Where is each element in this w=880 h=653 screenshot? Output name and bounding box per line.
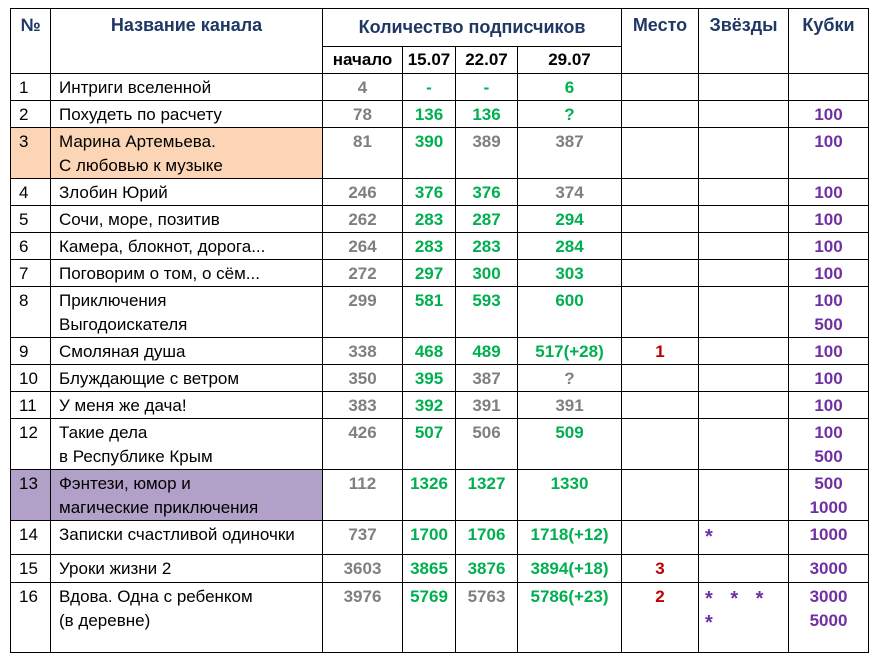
stars-cell bbox=[699, 233, 789, 260]
channel-name-line: Сочи, море, позитив bbox=[59, 210, 220, 229]
table-body bbox=[11, 74, 869, 653]
cup-value: 100 bbox=[814, 396, 843, 415]
subscriber-count: 1718(+12) bbox=[518, 521, 622, 555]
subscriber-count: 303 bbox=[518, 260, 622, 287]
subscriber-count: 389 bbox=[456, 128, 518, 179]
subscriber-count: 300 bbox=[456, 260, 518, 287]
channel-name bbox=[51, 419, 323, 470]
cup-value: 100 bbox=[814, 423, 843, 442]
table-row bbox=[11, 233, 869, 260]
cups-cell bbox=[789, 74, 869, 101]
channel-name-line: Уроки жизни 2 bbox=[59, 559, 172, 578]
place-cell bbox=[622, 260, 699, 287]
subscriber-count: 3976 bbox=[323, 583, 403, 653]
subscriber-count: 383 bbox=[323, 392, 403, 419]
subscriber-count: 387 bbox=[518, 128, 622, 179]
table-row bbox=[11, 338, 869, 365]
cup-value: 100 bbox=[814, 369, 843, 388]
row-number: 3 bbox=[11, 128, 51, 179]
cup-value: 500 bbox=[814, 315, 843, 334]
place-cell bbox=[622, 233, 699, 260]
place-cell bbox=[622, 179, 699, 206]
place-cell: 1 bbox=[622, 338, 699, 365]
stars-cell bbox=[699, 392, 789, 419]
subscriber-count: 387 bbox=[456, 365, 518, 392]
row-number: 12 bbox=[11, 419, 51, 470]
place-cell: 3 bbox=[622, 555, 699, 583]
subscriber-count: 246 bbox=[323, 179, 403, 206]
star-icon: * * * bbox=[705, 588, 770, 610]
cup-value: 100 bbox=[814, 342, 843, 361]
subscriber-count: 78 bbox=[323, 101, 403, 128]
stars-cell bbox=[699, 260, 789, 287]
stars-cell bbox=[699, 365, 789, 392]
cups-cell bbox=[789, 287, 869, 338]
cups-cell bbox=[789, 128, 869, 179]
subscriber-count: 509 bbox=[518, 419, 622, 470]
stars-cell bbox=[699, 470, 789, 521]
cup-value: 500 bbox=[814, 474, 843, 493]
cup-value: 3000 bbox=[809, 587, 848, 606]
subscriber-count: 517(+28) bbox=[518, 338, 622, 365]
cup-value: 1000 bbox=[809, 525, 848, 544]
cups-cell bbox=[789, 101, 869, 128]
subscriber-count: 262 bbox=[323, 206, 403, 233]
channel-name bbox=[51, 470, 323, 521]
subscriber-count: 283 bbox=[403, 233, 456, 260]
subscriber-count: 6 bbox=[518, 74, 622, 101]
channel-name bbox=[51, 260, 323, 287]
subscriber-count: ? bbox=[518, 365, 622, 392]
table-row bbox=[11, 260, 869, 287]
subscriber-count: 299 bbox=[323, 287, 403, 338]
stars-cell bbox=[699, 179, 789, 206]
subheader-start: начало bbox=[323, 47, 403, 74]
place-cell bbox=[622, 206, 699, 233]
channel-name-line: С любовью к музыке bbox=[59, 156, 223, 175]
subscriber-count: 3865 bbox=[403, 555, 456, 583]
channel-name bbox=[51, 179, 323, 206]
table-row bbox=[11, 392, 869, 419]
row-number: 7 bbox=[11, 260, 51, 287]
star-icon: * bbox=[705, 612, 719, 634]
subscriber-count: 136 bbox=[456, 101, 518, 128]
header-subscribers: Количество подписчиков bbox=[323, 9, 622, 47]
row-number: 8 bbox=[11, 287, 51, 338]
table-row bbox=[11, 179, 869, 206]
channel-name-line: Поговорим о том, о сём... bbox=[59, 264, 260, 283]
cups-cell bbox=[789, 419, 869, 470]
stars-cell bbox=[699, 583, 789, 653]
place-cell bbox=[622, 101, 699, 128]
row-number: 11 bbox=[11, 392, 51, 419]
subscriber-count: 3894(+18) bbox=[518, 555, 622, 583]
table-row bbox=[11, 128, 869, 179]
subscriber-count: 392 bbox=[403, 392, 456, 419]
subscriber-count: 1330 bbox=[518, 470, 622, 521]
cup-value: 100 bbox=[814, 183, 843, 202]
cups-cell bbox=[789, 179, 869, 206]
subscriber-count: 426 bbox=[323, 419, 403, 470]
cups-cell bbox=[789, 260, 869, 287]
place-cell bbox=[622, 521, 699, 555]
subscriber-count: 395 bbox=[403, 365, 456, 392]
subscriber-count: 350 bbox=[323, 365, 403, 392]
channel-name bbox=[51, 287, 323, 338]
subscriber-count: 593 bbox=[456, 287, 518, 338]
table-row bbox=[11, 101, 869, 128]
subscriber-count: 294 bbox=[518, 206, 622, 233]
cups-cell bbox=[789, 206, 869, 233]
subscriber-count: 1700 bbox=[403, 521, 456, 555]
cup-value: 100 bbox=[814, 105, 843, 124]
cups-cell bbox=[789, 338, 869, 365]
cups-cell bbox=[789, 555, 869, 583]
subscriber-count: 376 bbox=[456, 179, 518, 206]
stars-cell bbox=[699, 206, 789, 233]
stars-cell bbox=[699, 74, 789, 101]
stars-cell bbox=[699, 287, 789, 338]
header-channel-name: Название канала bbox=[51, 9, 323, 74]
subscriber-count: 1706 bbox=[456, 521, 518, 555]
channel-name-line: Приключения bbox=[59, 291, 167, 310]
cup-value: 5000 bbox=[809, 611, 848, 630]
channel-name bbox=[51, 365, 323, 392]
subscriber-count: 264 bbox=[323, 233, 403, 260]
subscriber-count: 1327 bbox=[456, 470, 518, 521]
table-row bbox=[11, 365, 869, 392]
subscriber-count: 376 bbox=[403, 179, 456, 206]
cup-value: 100 bbox=[814, 264, 843, 283]
subscriber-count: 1326 bbox=[403, 470, 456, 521]
subscriber-count: 489 bbox=[456, 338, 518, 365]
header-number: № bbox=[11, 9, 51, 74]
subheader-date-3: 29.07 bbox=[518, 47, 622, 74]
row-number: 4 bbox=[11, 179, 51, 206]
place-cell: 2 bbox=[622, 583, 699, 653]
row-number: 10 bbox=[11, 365, 51, 392]
stars-cell bbox=[699, 338, 789, 365]
channel-name bbox=[51, 583, 323, 653]
channel-name bbox=[51, 101, 323, 128]
row-number: 15 bbox=[11, 555, 51, 583]
subscriber-count: 581 bbox=[403, 287, 456, 338]
channel-name bbox=[51, 233, 323, 260]
stars-cell bbox=[699, 128, 789, 179]
cups-cell bbox=[789, 521, 869, 555]
subscriber-count: 5786(+23) bbox=[518, 583, 622, 653]
channel-name-line: Фэнтези, юмор и bbox=[59, 474, 191, 493]
channel-name-line: Записки счастливой одиночки bbox=[59, 525, 295, 544]
subscriber-count: 3876 bbox=[456, 555, 518, 583]
table-row bbox=[11, 206, 869, 233]
subscriber-count: ? bbox=[518, 101, 622, 128]
channel-name bbox=[51, 74, 323, 101]
channel-name bbox=[51, 392, 323, 419]
cups-cell bbox=[789, 583, 869, 653]
cup-value: 100 bbox=[814, 210, 843, 229]
row-number: 6 bbox=[11, 233, 51, 260]
subscriber-count: 4 bbox=[323, 74, 403, 101]
subscriber-count: 468 bbox=[403, 338, 456, 365]
place-cell bbox=[622, 470, 699, 521]
row-number: 2 bbox=[11, 101, 51, 128]
cup-value: 100 bbox=[814, 132, 843, 151]
table-row bbox=[11, 419, 869, 470]
subscriber-count: 737 bbox=[323, 521, 403, 555]
subscriber-count: 3603 bbox=[323, 555, 403, 583]
subscriber-count: 5769 bbox=[403, 583, 456, 653]
channel-name bbox=[51, 206, 323, 233]
row-number: 9 bbox=[11, 338, 51, 365]
subscriber-count: 374 bbox=[518, 179, 622, 206]
subscriber-count: 390 bbox=[403, 128, 456, 179]
subheader-date-1: 15.07 bbox=[403, 47, 456, 74]
table-row bbox=[11, 583, 869, 653]
place-cell bbox=[622, 365, 699, 392]
header-place: Место bbox=[622, 9, 699, 74]
subscriber-count: 81 bbox=[323, 128, 403, 179]
cups-cell bbox=[789, 365, 869, 392]
row-number: 14 bbox=[11, 521, 51, 555]
channel-name-line: Вдова. Одна с ребенком bbox=[59, 587, 253, 606]
table-row bbox=[11, 555, 869, 583]
subscriber-count: 5763 bbox=[456, 583, 518, 653]
subscriber-count: - bbox=[403, 74, 456, 101]
place-cell bbox=[622, 287, 699, 338]
channel-name bbox=[51, 521, 323, 555]
subscribers-table bbox=[10, 8, 869, 653]
channel-name-line: Блуждающие с ветром bbox=[59, 369, 240, 388]
place-cell bbox=[622, 128, 699, 179]
subscriber-count: 112 bbox=[323, 470, 403, 521]
table-row bbox=[11, 521, 869, 555]
channel-name bbox=[51, 555, 323, 583]
channel-name-line: Смоляная душа bbox=[59, 342, 186, 361]
subscriber-count: 297 bbox=[403, 260, 456, 287]
channel-name-line: Камера, блокнот, дорога... bbox=[59, 237, 266, 256]
cups-cell bbox=[789, 470, 869, 521]
channel-name-line: Похудеть по расчету bbox=[59, 105, 222, 124]
cups-cell bbox=[789, 392, 869, 419]
channel-name-line: Злобин Юрий bbox=[59, 183, 168, 202]
channel-name-line: Такие дела bbox=[59, 423, 148, 442]
subheader-date-2: 22.07 bbox=[456, 47, 518, 74]
subscriber-count: - bbox=[456, 74, 518, 101]
table-row bbox=[11, 470, 869, 521]
cup-value: 500 bbox=[814, 447, 843, 466]
subscriber-count: 283 bbox=[456, 233, 518, 260]
cup-value: 1000 bbox=[809, 498, 848, 517]
cup-value: 100 bbox=[814, 237, 843, 256]
row-number: 5 bbox=[11, 206, 51, 233]
place-cell bbox=[622, 392, 699, 419]
subscriber-count: 283 bbox=[403, 206, 456, 233]
star-icon: * bbox=[705, 526, 719, 548]
channel-name-line: магические приключения bbox=[59, 498, 259, 517]
cup-value: 3000 bbox=[809, 559, 848, 578]
subscriber-count: 391 bbox=[456, 392, 518, 419]
table-row bbox=[11, 74, 869, 101]
subscriber-count: 391 bbox=[518, 392, 622, 419]
channel-name-line: в Республике Крым bbox=[59, 447, 213, 466]
subscriber-count: 272 bbox=[323, 260, 403, 287]
row-number: 13 bbox=[11, 470, 51, 521]
row-number: 16 bbox=[11, 583, 51, 653]
stars-cell bbox=[699, 101, 789, 128]
subscriber-count: 287 bbox=[456, 206, 518, 233]
channel-name-line: Выгодоискателя bbox=[59, 315, 188, 334]
table-row bbox=[11, 287, 869, 338]
subscriber-count: 600 bbox=[518, 287, 622, 338]
subscriber-count: 338 bbox=[323, 338, 403, 365]
channel-name-line: Интриги вселенной bbox=[59, 78, 212, 97]
channel-name bbox=[51, 128, 323, 179]
subscriber-count: 507 bbox=[403, 419, 456, 470]
row-number: 1 bbox=[11, 74, 51, 101]
cup-value: 100 bbox=[814, 291, 843, 310]
channel-name-line: Марина Артемьева. bbox=[59, 132, 216, 151]
stars-cell bbox=[699, 521, 789, 555]
header-cups: Кубки bbox=[789, 9, 869, 74]
stars-cell bbox=[699, 555, 789, 583]
subscriber-count: 136 bbox=[403, 101, 456, 128]
place-cell bbox=[622, 419, 699, 470]
channel-name-line: (в деревне) bbox=[59, 611, 151, 630]
channel-name-line: У меня же дача! bbox=[59, 396, 187, 415]
stars-cell bbox=[699, 419, 789, 470]
subscriber-count: 284 bbox=[518, 233, 622, 260]
place-cell bbox=[622, 74, 699, 101]
cups-cell bbox=[789, 233, 869, 260]
channel-name bbox=[51, 338, 323, 365]
subscriber-count: 506 bbox=[456, 419, 518, 470]
header-stars: Звёзды bbox=[699, 9, 789, 74]
